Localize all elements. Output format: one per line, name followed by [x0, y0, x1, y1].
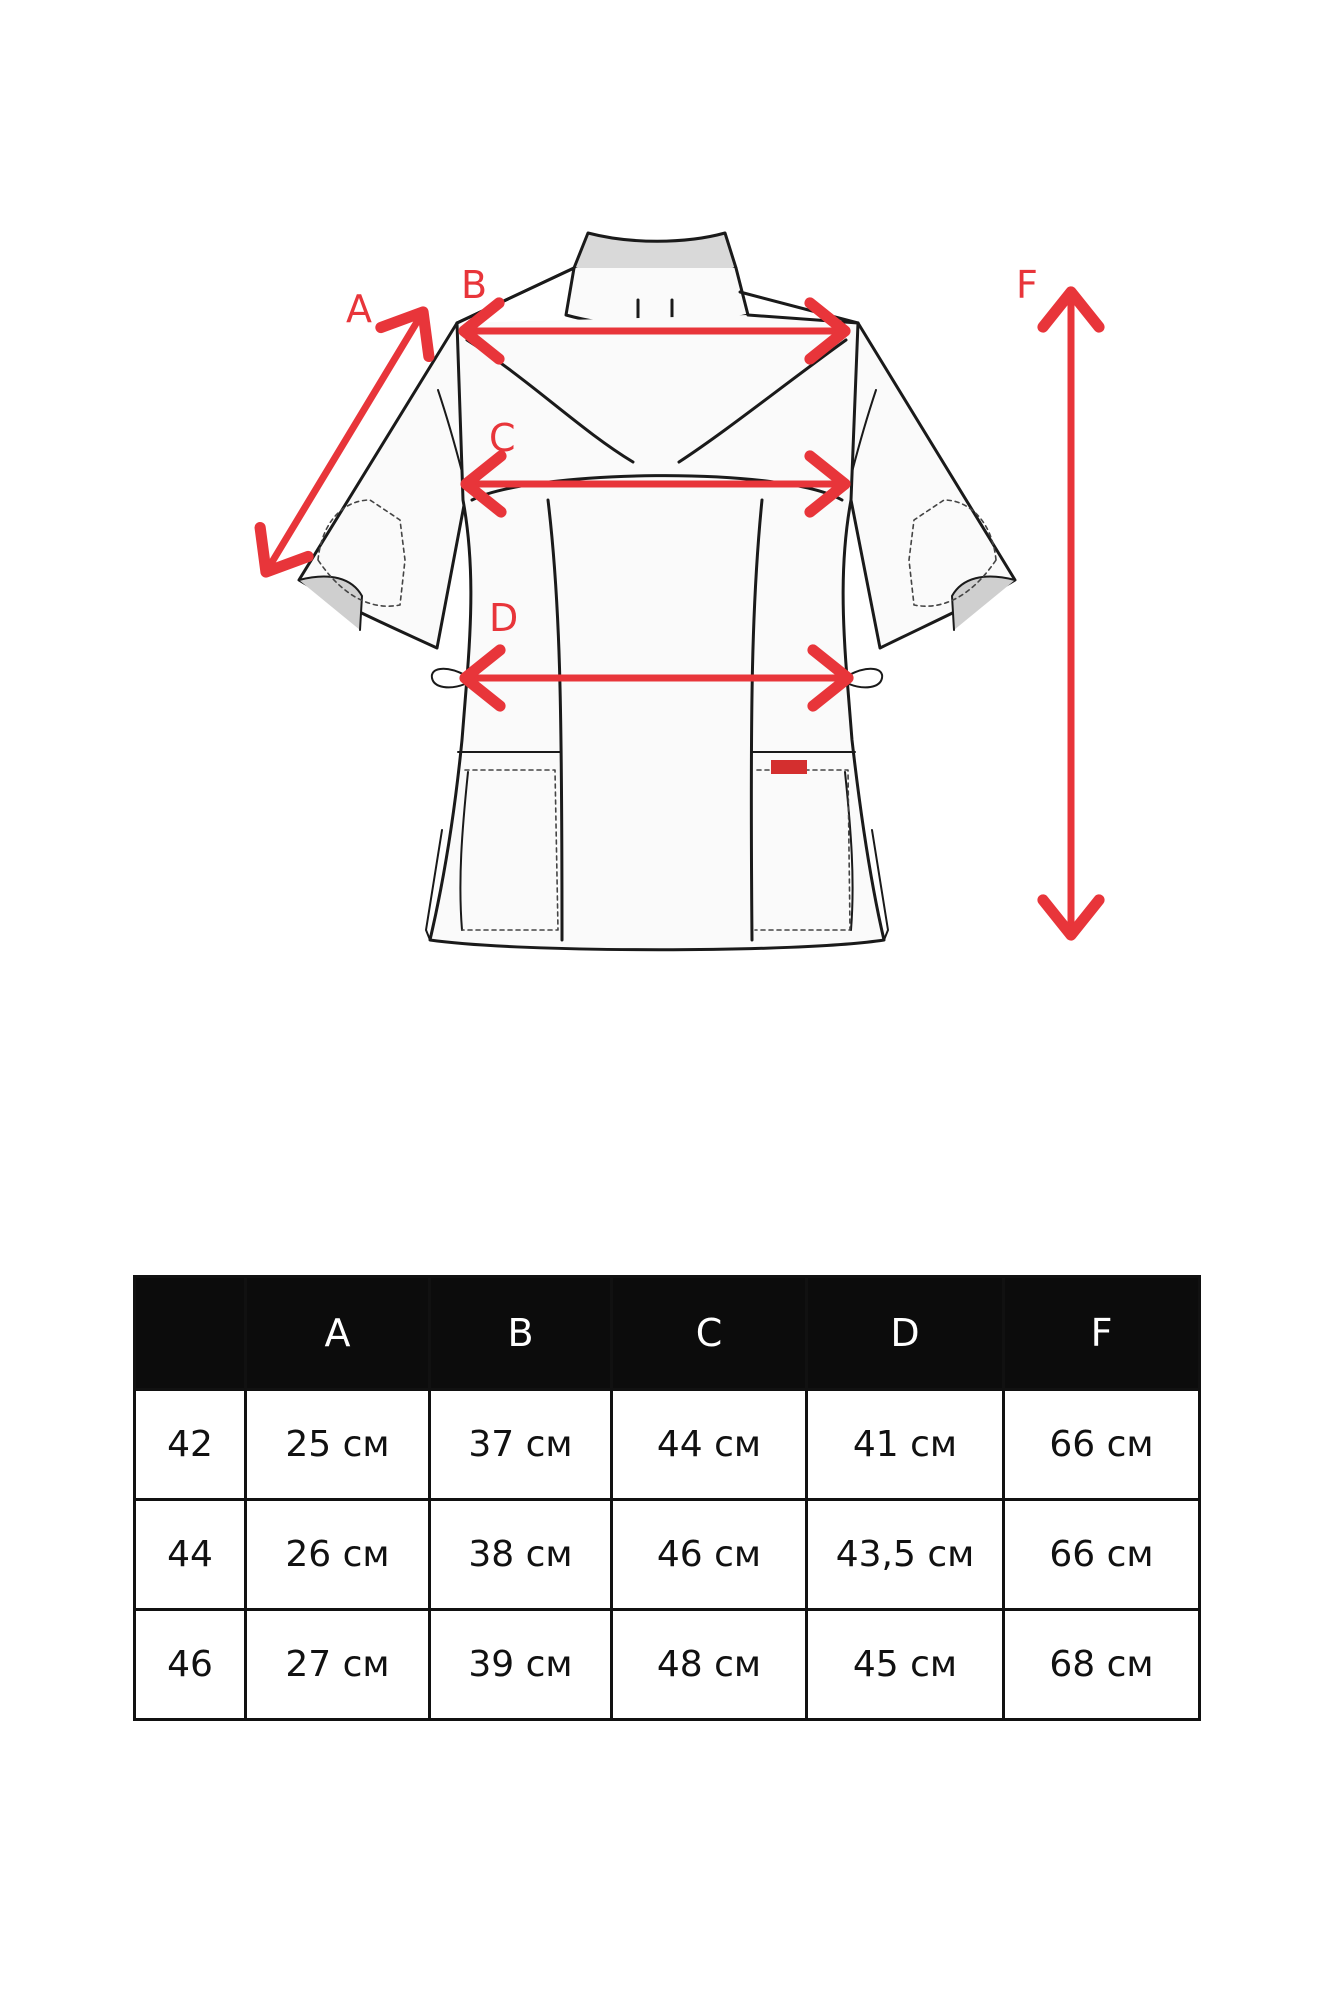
label-b: B	[461, 263, 488, 307]
cell-f: 66 см	[1004, 1500, 1200, 1610]
cell-a: 27 см	[246, 1610, 430, 1720]
cell-c: 44 см	[612, 1390, 807, 1500]
cell-size: 46	[135, 1610, 246, 1720]
cell-b: 39 см	[430, 1610, 612, 1720]
cell-size: 42	[135, 1390, 246, 1500]
cell-a: 25 см	[246, 1390, 430, 1500]
label-d: D	[489, 596, 519, 640]
cell-a: 26 см	[246, 1500, 430, 1610]
cell-f: 68 см	[1004, 1610, 1200, 1720]
label-a: A	[346, 287, 372, 331]
cell-d: 41 см	[807, 1390, 1004, 1500]
cell-size: 44	[135, 1500, 246, 1610]
cell-d: 45 см	[807, 1610, 1004, 1720]
cell-f: 66 см	[1004, 1390, 1200, 1500]
header-d: D	[807, 1277, 1004, 1390]
table-row	[135, 1610, 1200, 1720]
table-header-row	[135, 1277, 1200, 1390]
cell-c: 48 см	[612, 1610, 807, 1720]
label-c: C	[489, 416, 516, 460]
header-size	[135, 1277, 246, 1390]
cell-b: 38 см	[430, 1500, 612, 1610]
header-a: A	[246, 1277, 430, 1390]
label-f: F	[1016, 263, 1038, 307]
cell-b: 37 см	[430, 1390, 612, 1500]
cell-c: 46 см	[612, 1500, 807, 1610]
header-c: C	[612, 1277, 807, 1390]
table-row	[135, 1390, 1200, 1500]
header-f: F	[1004, 1277, 1200, 1390]
brand-tag	[771, 760, 807, 774]
size-table	[133, 1275, 1201, 1721]
header-b: B	[430, 1277, 612, 1390]
table-row	[135, 1500, 1200, 1610]
cell-d: 43,5 см	[807, 1500, 1004, 1610]
